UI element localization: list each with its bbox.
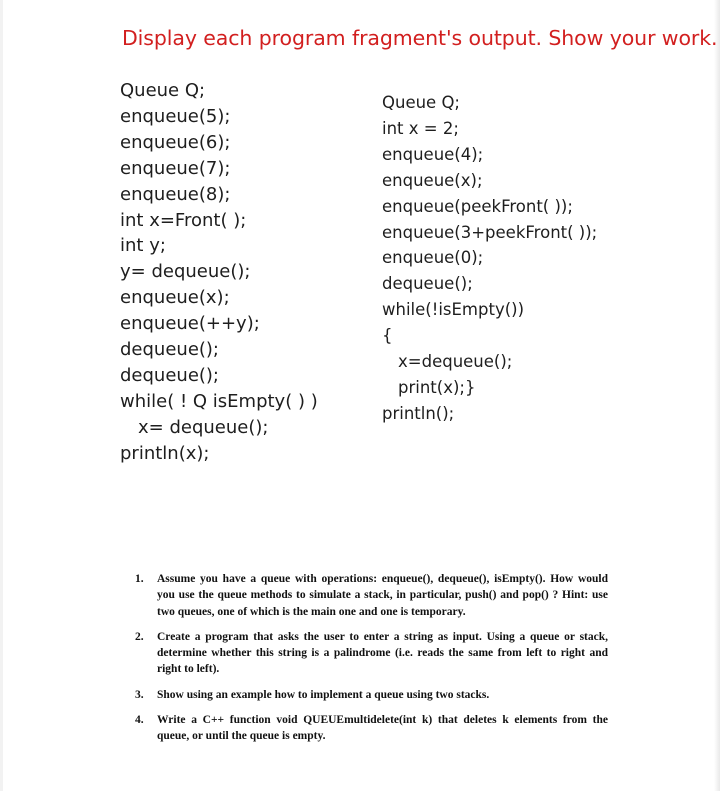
code-line: Queue Q;	[120, 80, 206, 101]
page-title: Display each program fragment's output. Show your work.	[122, 26, 718, 50]
code-line: while( ! Q isEmpty( ) )	[120, 390, 318, 412]
code-line: print(x);}	[398, 377, 476, 397]
code-line: Queue Q;	[382, 93, 460, 112]
code-line: println();	[382, 403, 455, 423]
page-edge-right	[714, 0, 720, 791]
code-line: y= dequeue();	[120, 261, 251, 283]
question-number: 4.	[135, 714, 144, 727]
code-line: dequeue();	[382, 274, 473, 294]
code-line: enqueue(8);	[120, 183, 231, 205]
question-text: Show using an example how to implement a queue using two stacks.	[157, 688, 490, 701]
code-line: enqueue(x);	[120, 287, 230, 309]
code-line: x=dequeue();	[398, 352, 513, 372]
code-line: int x = 2;	[382, 118, 459, 138]
question-number: 1.	[135, 573, 144, 585]
code-line: int y;	[120, 235, 166, 257]
page-edge-left	[0, 0, 3, 791]
question-item	[135, 629, 608, 678]
code-line: enqueue(0);	[382, 248, 484, 268]
question-list	[135, 571, 608, 754]
question-text: Write a C++ function void QUEUEmultidelete(int k) that deletes k elements from the queue, or until the queue is empty.	[157, 714, 608, 743]
code-line: enqueue(3+peekFront( ));	[382, 222, 598, 242]
code-line: enqueue(5);	[120, 105, 231, 127]
code-line: enqueue(++y);	[120, 313, 260, 335]
code-line: enqueue(x);	[382, 170, 483, 190]
question-item	[135, 687, 608, 703]
question-text: Assume you have a queue with operations: enqueue(), dequeue(), isEmpty(). How would you use the queue methods to simulate a stack, in particular, push() and pop() ? Hint: use two queues, one of which is the main one and one is temporary.	[157, 573, 608, 618]
question-number: 2.	[135, 630, 144, 643]
code-line: enqueue(4);	[382, 144, 484, 164]
question-number: 3.	[135, 688, 144, 701]
code-line: dequeue();	[120, 339, 219, 361]
code-line: x= dequeue();	[138, 416, 269, 438]
question-text: Create a program that asks the user to enter a string as input. Using a queue or stack, determine whether this string is a palindrome (i.e. reads the same from left to right and right to left).	[157, 630, 608, 676]
code-line: while(!isEmpty())	[382, 300, 525, 320]
right-code-fragment	[382, 90, 597, 427]
code-line: enqueue(7);	[120, 157, 231, 179]
code-line: dequeue();	[120, 364, 219, 386]
left-code-fragment	[120, 78, 318, 467]
code-line: enqueue(6);	[120, 131, 231, 153]
code-line: println(x);	[120, 442, 210, 464]
question-item	[135, 712, 608, 745]
code-line: enqueue(peekFront( ));	[382, 196, 573, 216]
code-line: {	[382, 326, 393, 346]
code-line: int x=Front( );	[120, 209, 247, 231]
question-item	[135, 571, 608, 620]
